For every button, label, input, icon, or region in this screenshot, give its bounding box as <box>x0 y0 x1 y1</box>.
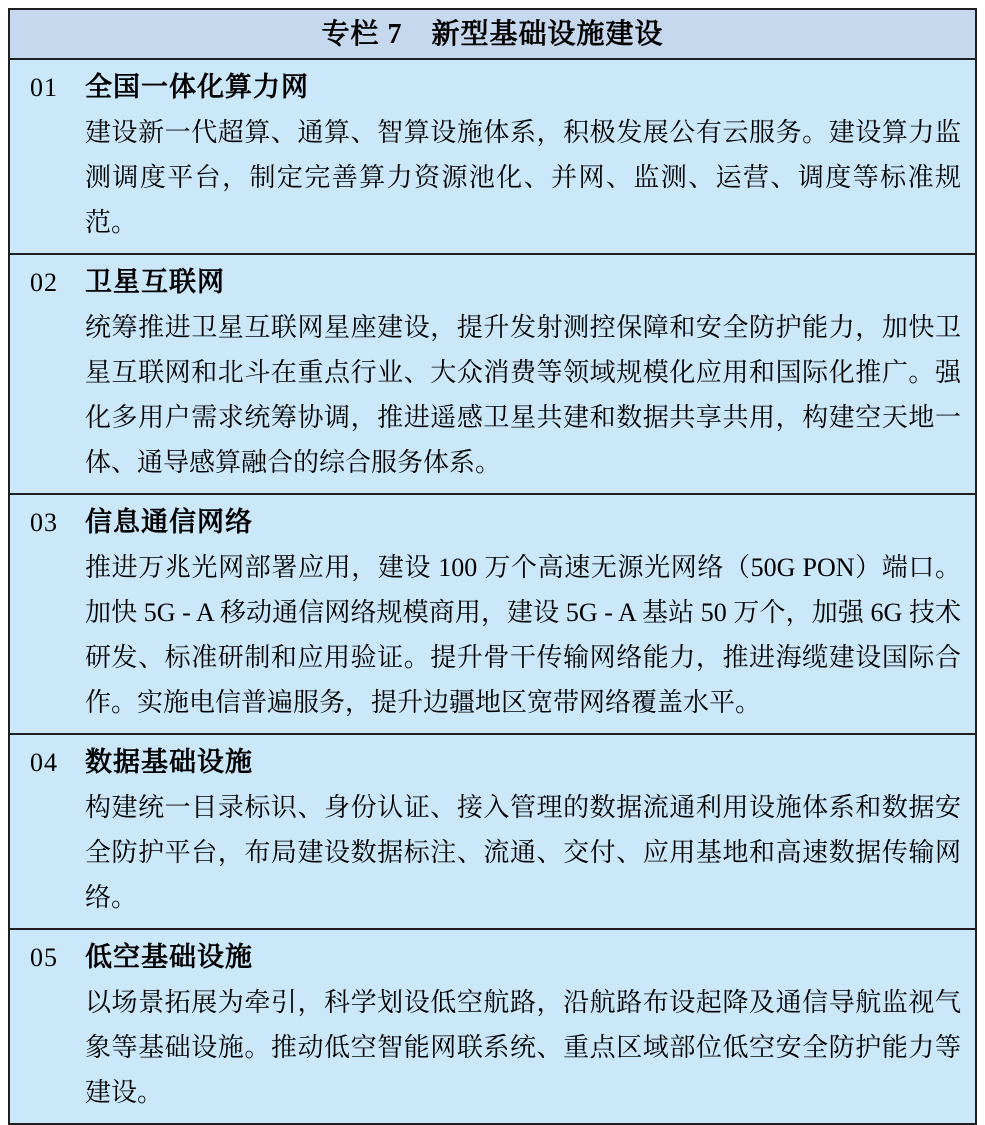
section-05 <box>10 930 975 1123</box>
section-number: 04 <box>30 748 58 777</box>
section-body: 统筹推进卫星互联网星座建设，提升发射测控保障和安全防护能力，加快卫星互联网和北斗在重点行业、大众消费等领域规模化应用和国际化推广。强化多用户需求统筹协调，推进遥感卫星共建和数据共享共用，构建空天地一体、通导感算融合的综合服务体系。 <box>85 313 961 477</box>
section-04 <box>10 735 975 930</box>
section-number: 01 <box>30 73 58 102</box>
column-box-panel <box>8 8 977 1125</box>
section-heading: 卫星互联网 <box>85 267 225 297</box>
section-body: 构建统一目录标识、身份认证、接入管理的数据流通利用设施体系和数据安全防护平台，布局建设数据标注、流通、交付、应用基地和高速数据传输网络。 <box>85 793 961 912</box>
section-01 <box>10 60 975 255</box>
section-body: 建设新一代超算、通算、智算设施体系，积极发展公有云服务。建设算力监测调度平台，制定完善算力资源池化、并网、监测、运营、调度等标准规范。 <box>85 118 961 237</box>
section-heading: 全国一体化算力网 <box>85 72 309 102</box>
section-number: 02 <box>30 268 58 297</box>
section-heading-row <box>30 740 961 785</box>
section-body: 推进万兆光网部署应用，建设 100 万个高速无源光网络（50G PON）端口。加快 5G - A 移动通信网络规模商用，建设 5G - A 基站 50 万个，加强 6G 技术研发、标准研制和应用验证。提升骨干传输网络能力，推进海缆建设国际合作。实施电信普遍服务，提升边疆地区宽带网络覆盖水平。 <box>85 553 961 717</box>
section-number: 03 <box>30 508 58 537</box>
section-heading: 信息通信网络 <box>85 507 253 537</box>
section-number: 05 <box>30 943 58 972</box>
section-body: 以场景拓展为牵引，科学划设低空航路，沿航路布设起降及通信导航监视气象等基础设施。推动低空智能网联系统、重点区域部位低空安全防护能力等建设。 <box>85 988 961 1107</box>
section-heading: 低空基础设施 <box>85 942 253 972</box>
section-03 <box>10 495 975 735</box>
section-heading-row <box>30 260 961 305</box>
section-02 <box>10 255 975 495</box>
section-heading: 数据基础设施 <box>85 747 253 777</box>
panel-title: 专栏 7 新型基础设施建设 <box>10 10 975 60</box>
section-heading-row <box>30 935 961 980</box>
section-heading-row <box>30 500 961 545</box>
section-heading-row <box>30 65 961 110</box>
